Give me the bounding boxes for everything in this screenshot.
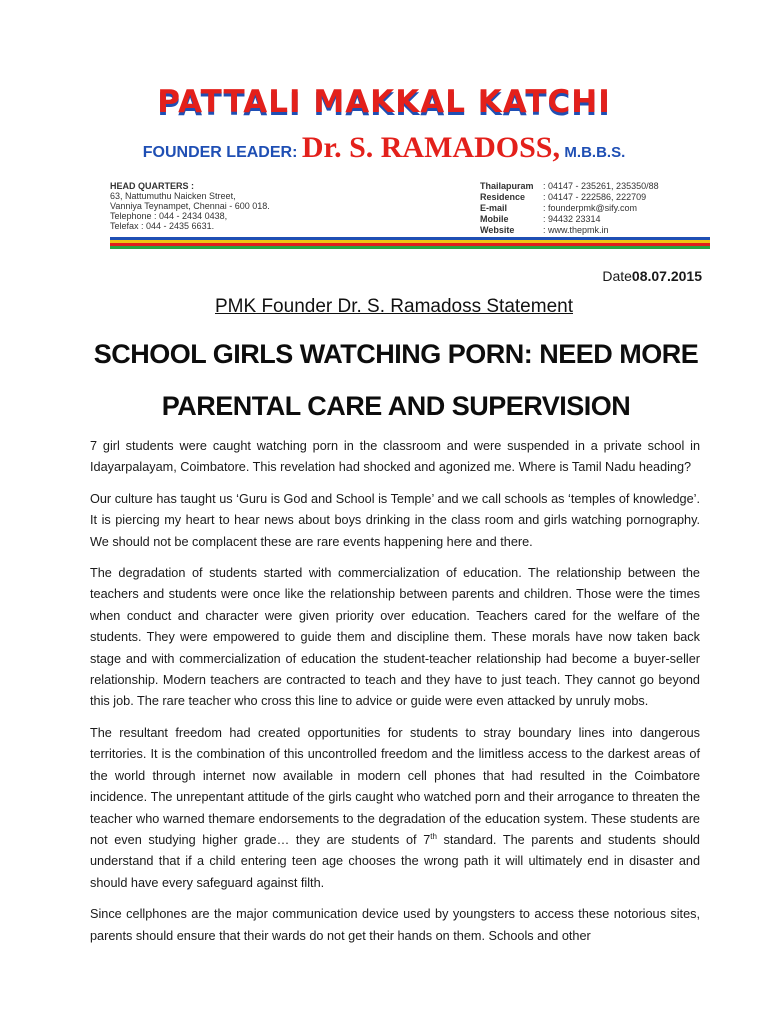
contact-row-email: [480, 203, 659, 214]
contact-value: : 04147 - 235261, 235350/88: [543, 181, 659, 191]
hq-line: 63, Nattumuthu Naicken Street,: [110, 191, 236, 201]
ordinal-suffix: th: [430, 831, 437, 841]
hq-line: Vanniya Teynampet, Chennai - 600 018.: [110, 201, 270, 211]
letterhead-color-stripes: [110, 237, 710, 249]
date-line: [602, 268, 702, 284]
founder-line: [0, 130, 768, 171]
paragraph: [90, 723, 700, 894]
contact-value: : founderpmk@sify.com: [543, 203, 637, 213]
contact-row-residence: [480, 192, 659, 203]
contact-value: : www.thepmk.in: [543, 225, 609, 235]
headline: SCHOOL GIRLS WATCHING PORN: NEED MORE PARENTAL CARE AND SUPERVISION: [93, 339, 699, 421]
stripe-green: [110, 246, 710, 249]
statement-title: PMK Founder Dr. S. Ramadoss Statement: [215, 296, 573, 317]
hq-title: HEAD QUARTERS :: [110, 181, 195, 191]
contact-row-mobile: [480, 214, 659, 225]
date-value: 08.07.2015: [631, 268, 702, 284]
contact-label: Website: [480, 225, 515, 235]
contact-label: Residence: [480, 192, 526, 202]
founder-label: FOUNDER LEADER:: [142, 144, 298, 161]
contact-value: : 04147 - 222586, 222709: [543, 192, 647, 202]
hq-line: Telefax : 044 - 2435 6631.: [110, 221, 215, 231]
founder-name: Dr. S. RAMADOSS,: [301, 131, 560, 164]
founder-degree: M.B.B.S.: [564, 144, 626, 161]
party-name: PATTALI MAKKAL KATCHI: [157, 84, 611, 120]
contact-label: E-mail: [480, 203, 508, 213]
contact-label: Mobile: [480, 214, 509, 224]
statement-body: [90, 436, 700, 957]
headquarters-address: [110, 181, 270, 231]
contact-row-website: [480, 225, 659, 236]
paragraph: The degradation of students started with commercialization of education. The relationship between the teachers and students were once like the relationship between parents and children. Those were the times when conduct and character were given priority over education. Teachers cared for the welfare of the students. They were empowered to guide them and discipline them. These morals have now taken back stage and with commercialization of education the student-teacher relationship had become a buyer-seller relationship. Modern teachers are contracted to teach and they have to just teach. They cannot go beyond this job. The rare teacher who cross this line to advice or guide were even attacked by unruly mobs.: [90, 566, 700, 709]
date-label: Date: [602, 268, 632, 284]
contact-label: Thailapuram: [480, 181, 534, 191]
paragraph-text: standard. The parents and students should understand that if a child entering teen age chooses the wrong path it will ultimately end in disaster and should have every safeguard against filth.: [90, 832, 700, 890]
hq-line: Telephone : 044 - 2434 0438,: [110, 211, 228, 221]
contact-row-thailapuram: [480, 181, 659, 192]
paragraph-text: The resultant freedom had created opportunities for students to stray boundary lines into dangerous territories. It is the combination of this uncontrolled freedom and the limitless access to the darkest areas of the world through internet now available in modern cell phones that had resulted in the Coimbatore incidence. The unrepentant attitude of the girls caught who watched porn and their arrogance to threaten the teacher who warned themare endorsements to the degradation of the education system. These students are not even studying higher grade… they are students of 7: [90, 725, 700, 847]
contact-value: : 94432 23314: [543, 214, 601, 224]
paragraph: Since cellphones are the major communication device used by youngsters to access these notorious sites, parents should ensure that their wards do not get their hands on them. Schools and other: [90, 907, 700, 943]
paragraph: 7 girl students were caught watching porn in the classroom and were suspended in a private school in Idayarpalayam, Coimbatore. This revelation had shocked and agonized me. Where is Tamil Nadu heading?: [90, 439, 700, 475]
paragraph: Our culture has taught us ‘Guru is God and School is Temple’ and we call schools as ‘temples of knowledge’. It is piercing my heart to hear news about boys drinking in the class room and girls watching pornography. We should not be complacent these are rare events happening here and there.: [90, 491, 700, 549]
letterhead: [0, 0, 768, 260]
contact-details: [480, 181, 659, 236]
